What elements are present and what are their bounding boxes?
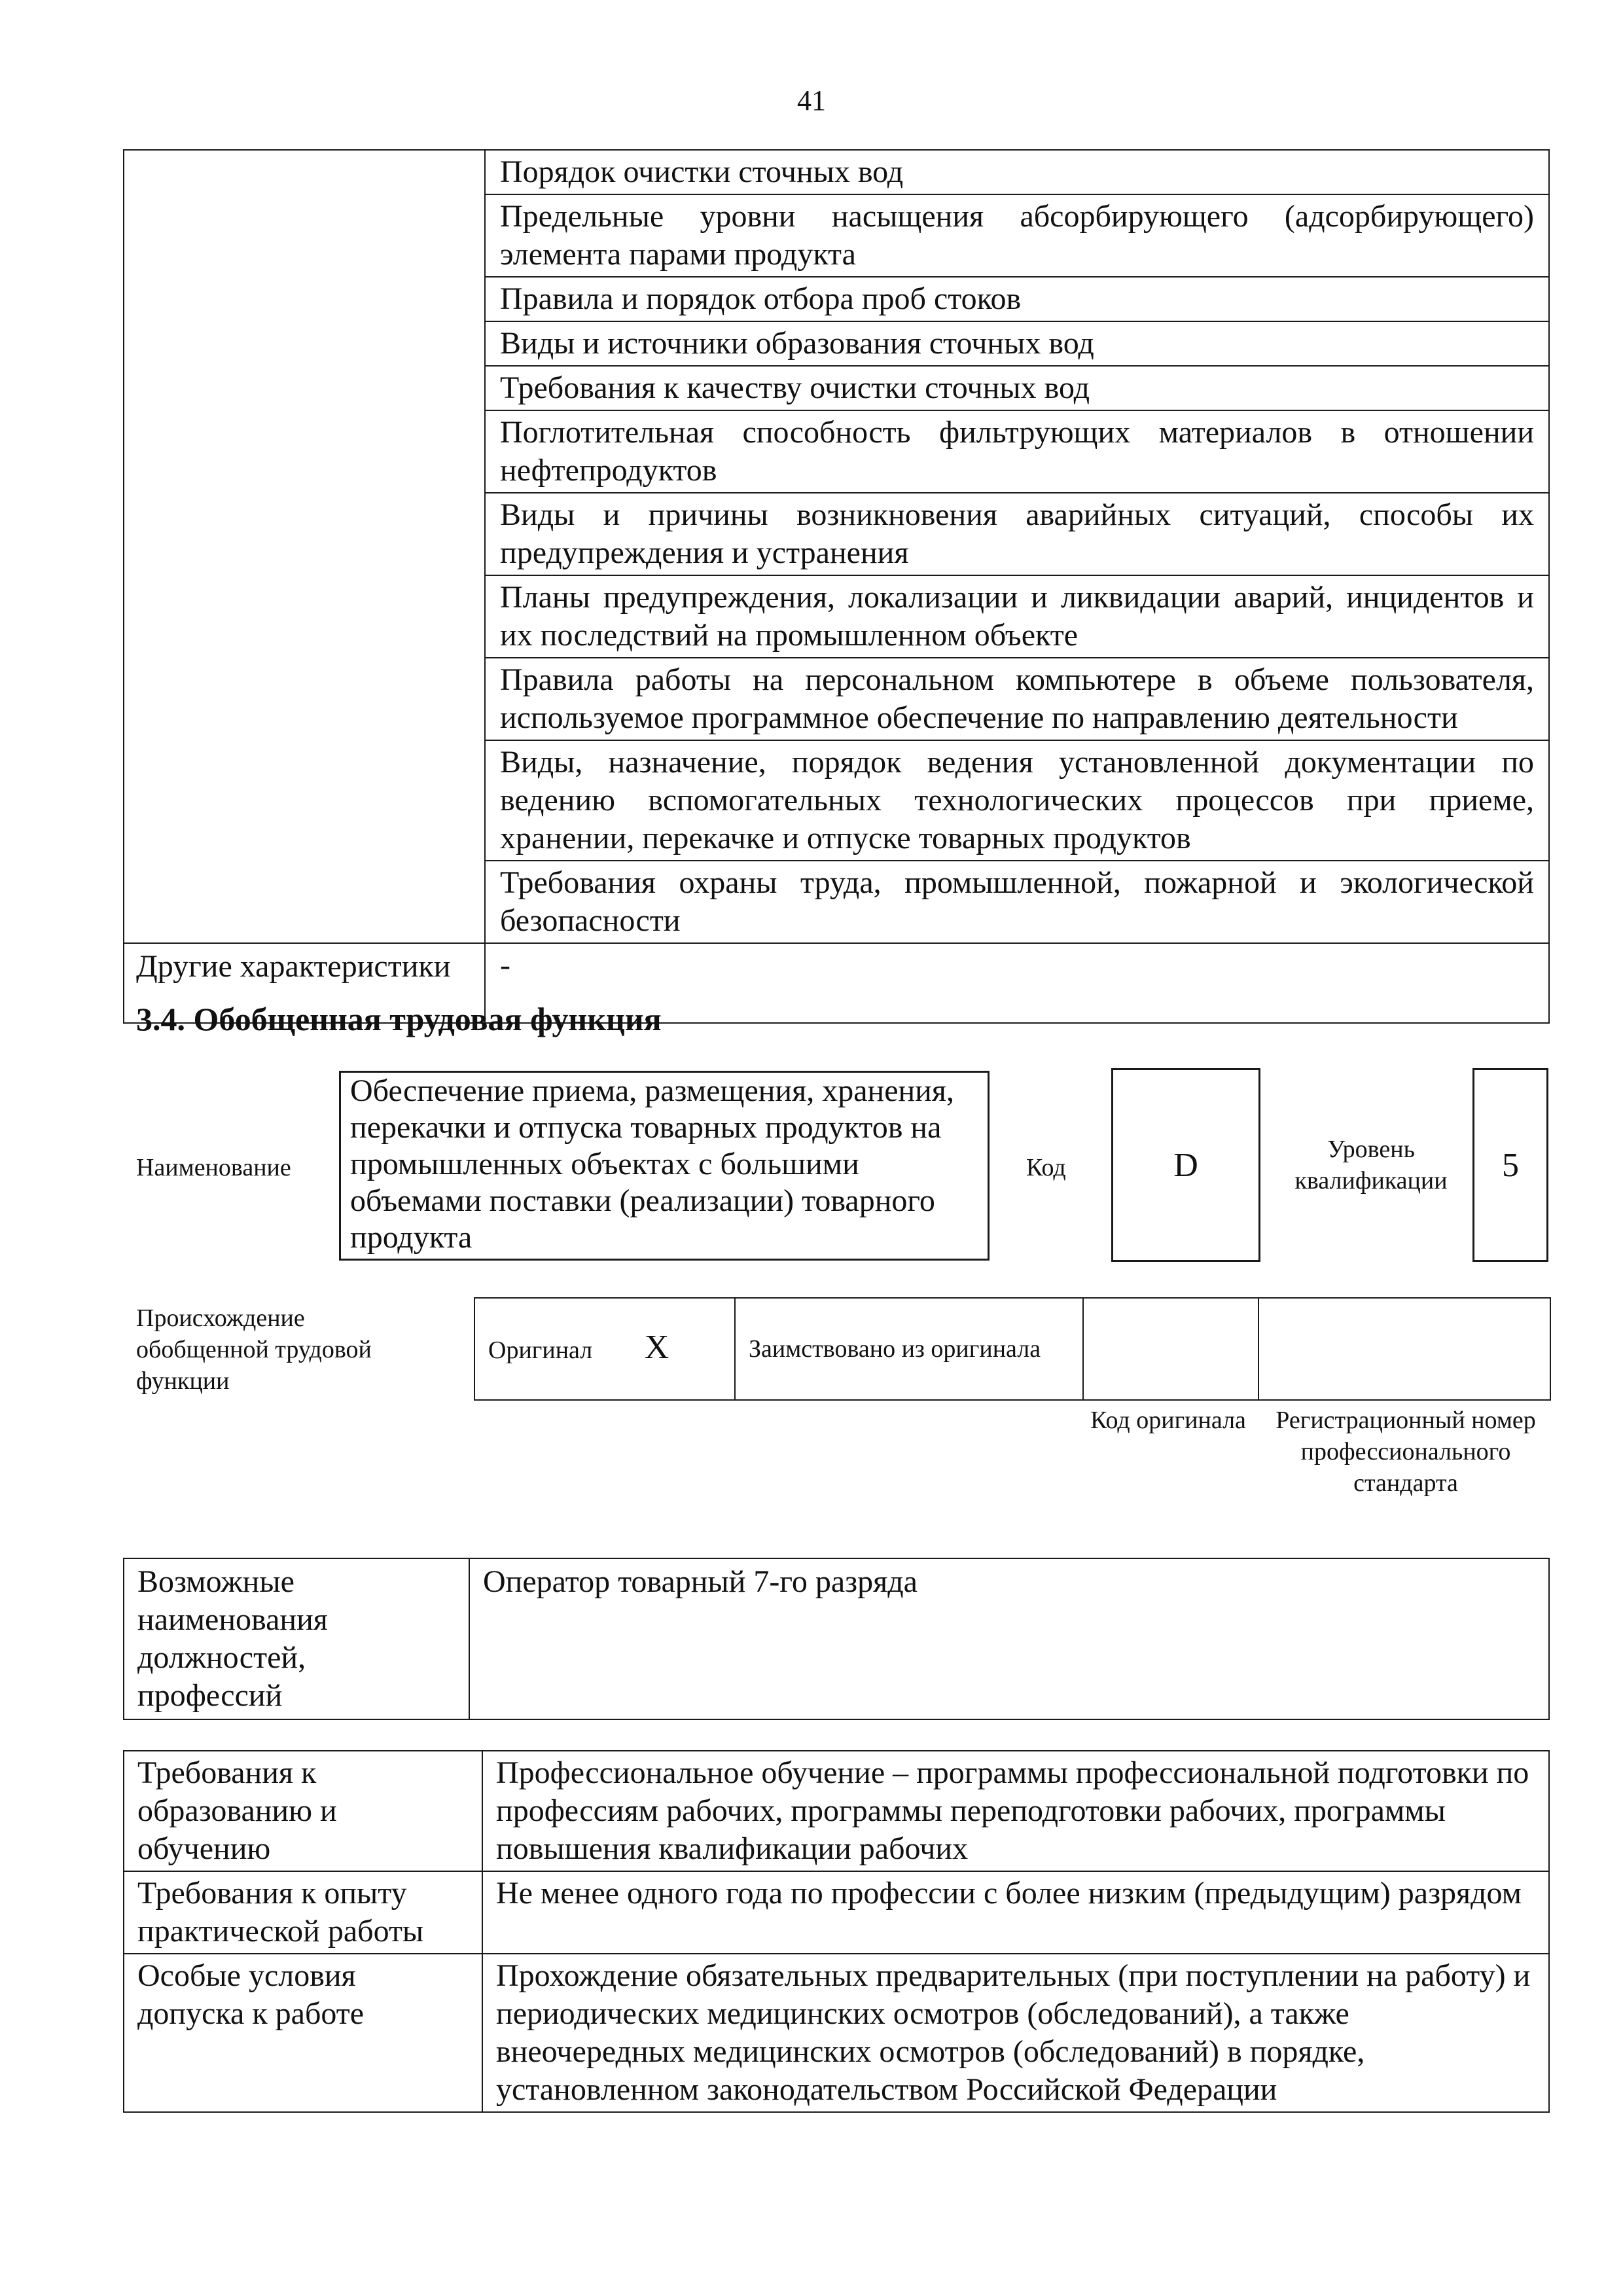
original-mark: X — [644, 1329, 669, 1366]
knowledge-item: Правила и порядок отбора проб стоков — [485, 277, 1549, 321]
code-label: Код — [1026, 1154, 1066, 1181]
table-row — [124, 1871, 1549, 1954]
knowledge-item: Поглотительная способность фильтрующих материалов в отношении нефтепродуктов — [485, 410, 1549, 493]
code-box — [1111, 1068, 1260, 1262]
knowledge-item: Порядок очистки сточных вод — [485, 150, 1549, 194]
education-label: Требования к образованию и обучению — [124, 1751, 482, 1871]
positions-table — [123, 1558, 1550, 1720]
positions-value: Оператор товарный 7-го разряда — [469, 1558, 1549, 1719]
table-row — [124, 1954, 1549, 2112]
experience-label: Требования к опыту практической работы — [124, 1871, 482, 1954]
knowledge-item: Виды, назначение, порядок ведения установленной документации по ведению вспомогательных технологических процессов при приеме, хранении, перекачке и отпуске товарных продуктов — [485, 740, 1549, 861]
original-cell — [474, 1298, 735, 1400]
requirements-table — [123, 1750, 1550, 2113]
admission-value: Прохождение обязательных предварительных (при поступлении на работу) и периодических медицинских осмотров (обследований), а также внеочередных медицинских осмотров (обследований) в порядке, установленном законодательством Российской Федерации — [482, 1954, 1549, 2112]
empty-label-cell — [124, 150, 485, 943]
knowledge-item: Планы предупреждения, локализации и ликвидации аварий, инцидентов и их последствий на промышленном объекте — [485, 575, 1549, 658]
table-row — [124, 1751, 1549, 1871]
table-row — [124, 150, 1549, 194]
positions-label: Возможные наименования должностей, профессий — [124, 1558, 469, 1719]
original-label: Оригинал — [488, 1336, 593, 1364]
borrowed-cell — [735, 1298, 1083, 1400]
code-caption: Код оригинала — [1090, 1407, 1246, 1434]
knowledge-item: Виды и источники образования сточных вод — [485, 321, 1549, 366]
admission-label: Особые условия допуска к работе — [124, 1954, 482, 2112]
knowledge-table — [123, 149, 1550, 1024]
code-value: D — [1173, 1146, 1198, 1184]
knowledge-item: Требования к качеству очистки сточных вод — [485, 366, 1549, 410]
function-name-value: Обеспечение приема, размещения, хранения, перекачки и отпуска товарных продуктов на промышленных объектах с большими объемами поставки (реализации) товарного продукта — [350, 1073, 954, 1255]
name-label: Наименование — [136, 1154, 291, 1181]
other-characteristics-value: - — [485, 943, 1549, 1023]
section-title: 3.4. Обобщенная трудовая функция — [136, 1001, 662, 1037]
knowledge-item: Предельные уровни насыщения абсорбирующего (адсорбирующего) элемента парами продукта — [485, 194, 1549, 277]
other-characteristics-label: Другие характеристики — [124, 943, 485, 1023]
level-label: Уровень квалификации — [1294, 1136, 1448, 1194]
function-name-box — [339, 1071, 990, 1261]
page-number: 41 — [797, 84, 826, 117]
table-row — [124, 1558, 1549, 1719]
registration-caption: Регистрационный номер профессионального стандарта — [1275, 1407, 1536, 1497]
borrowed-label: Заимствовано из оригинала — [749, 1335, 1041, 1363]
registration-number-cell — [1258, 1298, 1550, 1400]
original-code-cell — [1083, 1298, 1258, 1400]
education-value: Профессиональное обучение – программы профессиональной подготовки по профессиям рабочих, программы переподготовки рабочих, программы повышения квалификации рабочих — [482, 1751, 1549, 1871]
origin-label: Происхождение обобщенной трудовой функции — [136, 1304, 372, 1395]
knowledge-item: Требования охраны труда, промышленной, пожарной и экологической безопасности — [485, 861, 1549, 943]
table-row — [474, 1298, 1550, 1400]
knowledge-item: Правила работы на персональном компьютере в объеме пользователя, используемое программное обеспечение по направлению деятельности — [485, 658, 1549, 740]
origin-table — [474, 1297, 1551, 1401]
level-value: 5 — [1502, 1146, 1519, 1184]
knowledge-item: Виды и причины возникновения аварийных ситуаций, способы их предупреждения и устранения — [485, 493, 1549, 575]
experience-value: Не менее одного года по профессии с более низким (предыдущим) разрядом — [482, 1871, 1549, 1954]
level-box — [1472, 1068, 1548, 1262]
